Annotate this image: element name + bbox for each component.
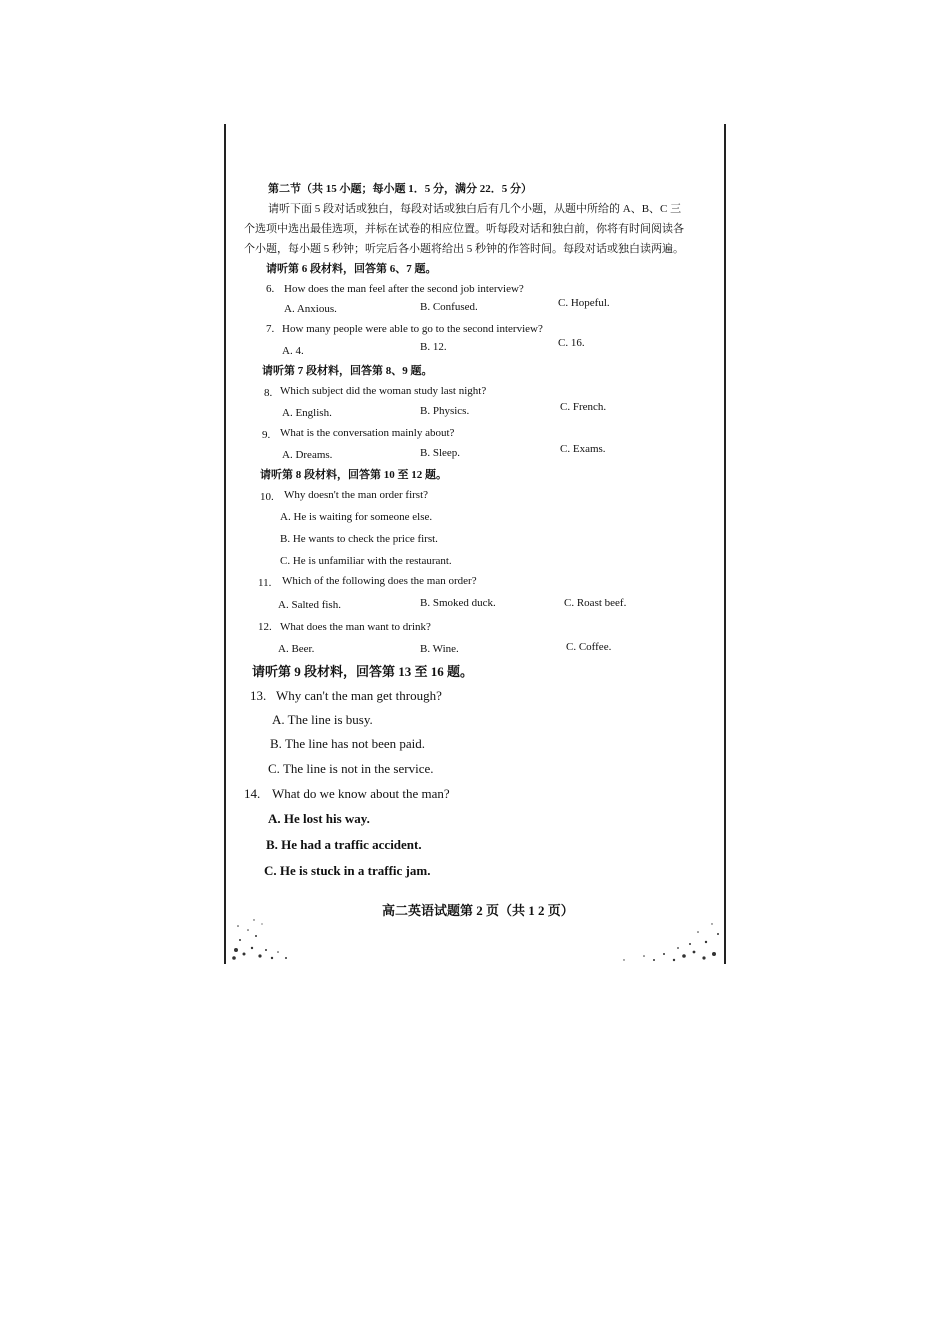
question-text: How many people were able to go to the second interview?	[282, 323, 543, 335]
option-letter: A.	[284, 303, 295, 315]
option-c	[280, 554, 452, 568]
question-text: Which subject did the woman study last night?	[280, 385, 487, 397]
option-text: The line is busy.	[287, 712, 373, 727]
question-number: 11.	[258, 577, 272, 589]
page-footer: 高二英语试题第 2 页（共 1 2 页）	[382, 903, 574, 918]
option-letter: B.	[280, 533, 291, 545]
option-text: He is stuck in a traffic jam.	[279, 863, 431, 878]
question-text: What do we know about the man?	[272, 786, 450, 801]
question-number: 10.	[260, 491, 274, 503]
option-letter: A.	[282, 407, 293, 419]
option-text: French.	[572, 401, 607, 413]
option-b	[270, 736, 425, 752]
scan-noise-right	[594, 904, 724, 964]
option-text: He is unfamiliar with the restaurant.	[292, 555, 452, 567]
option-letter: A.	[280, 511, 291, 523]
group-prompt: 请听第 7 段材料，回答第 8、9 题。	[262, 365, 433, 377]
option-letter: C.	[264, 863, 277, 878]
question-number: 7.	[266, 323, 275, 335]
question-text: Which of the following does the man order?	[282, 575, 477, 587]
option-letter: B.	[420, 405, 431, 417]
option-letter: C.	[564, 597, 575, 609]
option-letter: C.	[280, 555, 291, 567]
option-text: Confused.	[432, 301, 478, 313]
option-a	[282, 448, 332, 462]
option-b	[280, 532, 438, 546]
option-text: Roast beef.	[576, 597, 627, 609]
option-letter: A.	[278, 643, 289, 655]
question-text: Why can't the man get through?	[276, 688, 442, 703]
option-letter: C.	[560, 443, 571, 455]
option-c	[558, 296, 610, 310]
option-letter: A.	[278, 599, 289, 611]
option-letter: C.	[566, 641, 577, 653]
option-b	[420, 404, 469, 418]
question-number: 6.	[266, 283, 275, 295]
option-a	[280, 510, 432, 524]
option-text: Coffee.	[578, 641, 612, 653]
group-prompt: 请听第 6 段材料，回答第 6、7 题。	[266, 263, 437, 275]
option-letter: B.	[420, 301, 431, 313]
option-a	[272, 712, 373, 728]
option-text: The line has not been paid.	[284, 736, 426, 751]
scanned-page	[224, 124, 726, 964]
instruction-line-3: 个小题，每小题 5 秒钟；听完后各小题将给出 5 秒钟的作答时间。每段对话或独白读两遍。	[244, 243, 684, 255]
option-letter: B.	[420, 643, 431, 655]
option-letter: A.	[282, 449, 293, 461]
option-c	[560, 442, 606, 456]
option-text: Dreams.	[295, 449, 333, 461]
option-a	[268, 811, 370, 827]
option-a	[284, 302, 337, 316]
option-text: 12.	[432, 341, 447, 353]
option-text: He wants to check the price first.	[292, 533, 438, 545]
option-text: Exams.	[572, 443, 606, 455]
question-number: 8.	[264, 387, 273, 399]
option-text: He lost his way.	[283, 811, 370, 826]
option-c	[560, 400, 606, 414]
question-text: Why doesn't the man order first?	[284, 489, 429, 501]
option-b	[266, 837, 422, 853]
option-text: English.	[295, 407, 332, 419]
option-text: Sleep.	[432, 447, 461, 459]
instruction-line-2: 个选项中选出最佳选项，并标在试卷的相应位置。听每段对话和独白前，你将有时间阅读各	[244, 223, 684, 235]
option-a	[278, 642, 314, 656]
group-prompt: 请听第 9 段材料，回答第 13 至 16 题。	[252, 664, 474, 679]
option-text: 16.	[570, 337, 585, 349]
option-c	[558, 336, 585, 350]
option-text: He is waiting for someone else.	[293, 511, 433, 523]
question-text: What does the man want to drink?	[280, 621, 431, 633]
option-c	[264, 863, 430, 879]
question-text: How does the man feel after the second job interview?	[284, 283, 524, 295]
option-b	[420, 446, 460, 460]
left-border-line	[224, 124, 226, 964]
question-number: 13.	[250, 688, 267, 703]
scan-noise-left	[226, 900, 306, 962]
option-letter: B.	[270, 736, 282, 751]
question-text: What is the conversation mainly about?	[280, 427, 455, 439]
question-number: 12.	[258, 621, 272, 633]
question-number: 14.	[244, 786, 261, 801]
option-a	[282, 406, 332, 420]
option-text: Physics.	[432, 405, 470, 417]
option-text: He had a traffic accident.	[281, 837, 422, 852]
option-letter: B.	[420, 341, 431, 353]
option-a	[278, 598, 341, 612]
option-letter: A.	[272, 712, 285, 727]
option-letter: C.	[558, 297, 569, 309]
option-text: Hopeful.	[570, 297, 610, 309]
option-text: Salted fish.	[291, 599, 341, 611]
group-prompt: 请听第 8 段材料，回答第 10 至 12 题。	[260, 469, 447, 481]
option-letter: B.	[266, 837, 278, 852]
option-text: Wine.	[432, 643, 459, 655]
option-letter: B.	[420, 447, 431, 459]
option-c	[564, 596, 626, 610]
option-b	[420, 340, 447, 354]
option-b	[420, 596, 496, 610]
option-b	[420, 300, 478, 314]
section-heading: 第二节（共 15 小题；每小题 1．5 分，满分 22．5 分）	[268, 183, 532, 195]
option-a	[282, 344, 304, 358]
option-letter: A.	[268, 811, 281, 826]
option-text: Beer.	[291, 643, 315, 655]
option-text: The line is not in the service.	[282, 761, 434, 776]
option-b	[420, 642, 459, 656]
option-text: 4.	[295, 345, 304, 357]
right-border-line	[724, 124, 726, 964]
option-letter: A.	[282, 345, 293, 357]
option-letter: C.	[558, 337, 569, 349]
instruction-line-1: 请听下面 5 段对话或独白，每段对话或独白后有几个小题，从题中所给的 A、B、C 三	[268, 203, 682, 215]
question-number: 9.	[262, 429, 271, 441]
option-letter: C.	[268, 761, 280, 776]
option-letter: B.	[420, 597, 431, 609]
option-text: Smoked duck.	[432, 597, 496, 609]
option-text: Anxious.	[296, 303, 337, 315]
option-letter: C.	[560, 401, 571, 413]
option-c	[566, 640, 611, 654]
option-c	[268, 761, 433, 777]
